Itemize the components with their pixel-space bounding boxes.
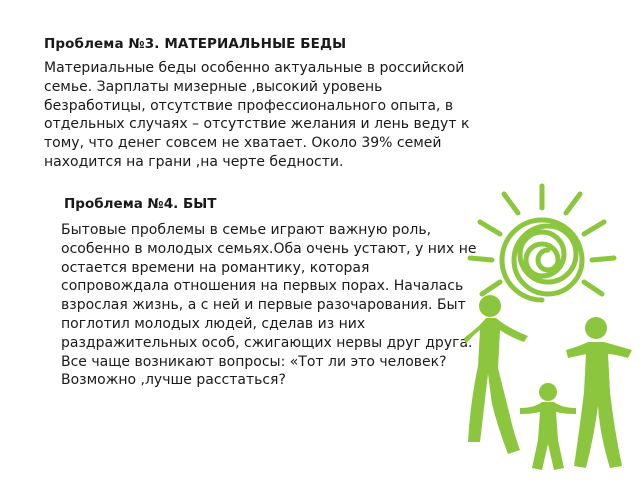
right-person-figure bbox=[566, 317, 632, 468]
problem3-text: Материальные беды особенно актуальные в российской семье. Зарплаты мизерные ,высокий уровень безработицы, отсутствие профессионального опыта, в отдельных случаях – отсутствие желания и лень ведут к тому, что денег совсем не хватает. Около 39% семей находится на грани ,на черте бедности. bbox=[44, 60, 470, 170]
sun-spiral bbox=[502, 220, 582, 300]
left-person-figure bbox=[464, 295, 528, 454]
problem3-title: Проблема №3. МАТЕРИАЛЬНЫЕ БЕДЫ bbox=[44, 36, 347, 52]
problem4-title: Проблема №4. БЫТ bbox=[64, 196, 217, 212]
child-figure bbox=[520, 383, 576, 470]
problem4-text: Бытовые проблемы в семье играют важную роль, особенно в молодых семьях.Оба очень устают, у них не остается времени на романтику, которая сопровождала отношения на первых порах. Началась взрослая жизнь, а с ней и первые разочарования. Быт поглотил молодых людей, сделав из них раздражительных особ, сжигающих нервы друг друга. Все чаще возникают вопросы: «Тот ли это человек? Возможно ,лучше расстаться? bbox=[61, 222, 477, 389]
family-sun-icon bbox=[462, 178, 636, 478]
